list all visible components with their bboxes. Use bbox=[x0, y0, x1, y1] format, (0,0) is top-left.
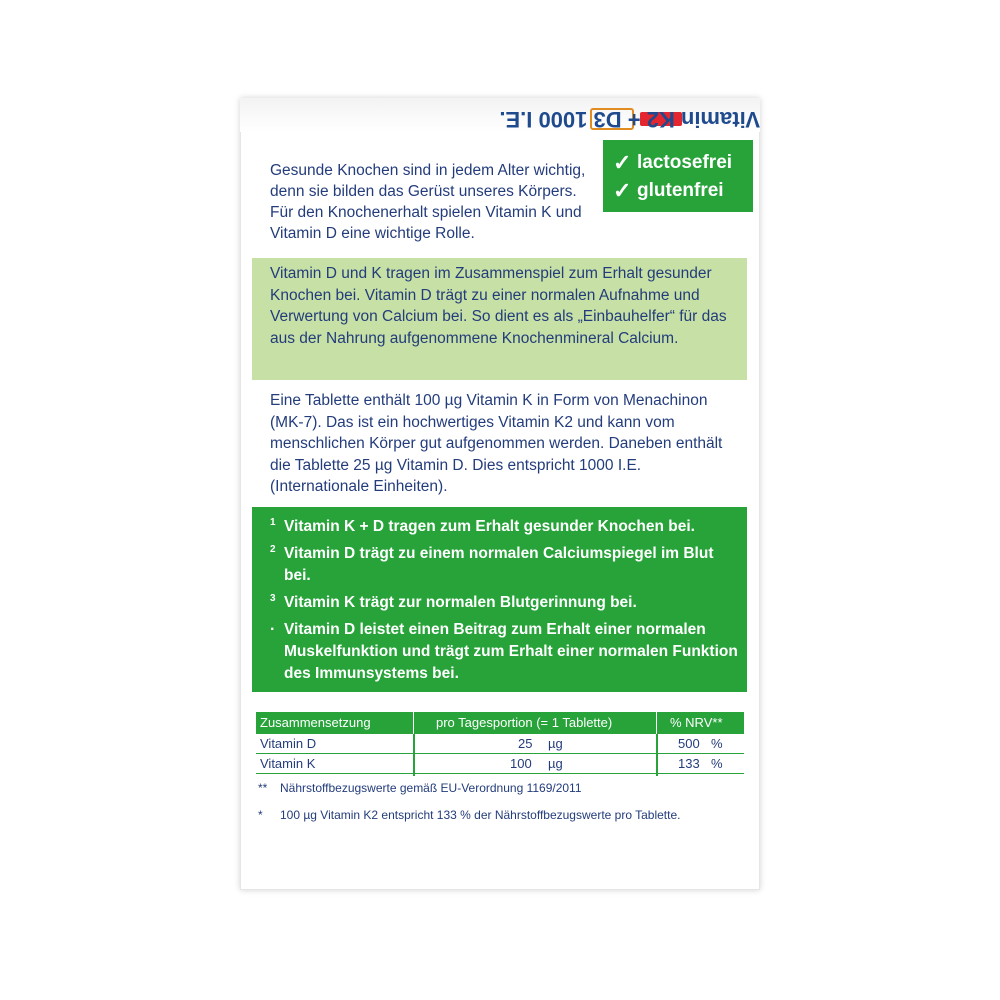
footnote-text: 100 µg Vitamin K2 entspricht 133 % der Nährstoffbezugswerte pro Tablette. bbox=[280, 808, 681, 822]
claim-text: Vitamin D trägt zu einem normalen Calciumspiegel im Blut bei. bbox=[284, 545, 714, 584]
badge-label: glutenfrei bbox=[637, 180, 724, 201]
claim-marker: · bbox=[270, 621, 276, 638]
check-icon: ✓ bbox=[613, 150, 632, 175]
badge-lactosefrei bbox=[613, 150, 732, 176]
row-percent: % bbox=[711, 736, 723, 751]
footnote bbox=[258, 807, 748, 823]
header-nrv: % NRV** bbox=[670, 715, 723, 730]
row-nrv: 500 bbox=[678, 736, 700, 751]
footnote-marker: ** bbox=[258, 781, 268, 795]
header-divider bbox=[656, 712, 657, 734]
claim-item bbox=[270, 619, 740, 685]
intro-text: Gesunde Knochen sind in jedem Alter wichtig, denn sie bilden das Gerüst unseres Körpers. Für den Knochenerhalt spielen Vitamin K und Vitamin D eine wichtige Rolle. bbox=[270, 162, 586, 242]
claim-marker: 1 bbox=[270, 517, 276, 528]
row-unit: µg bbox=[548, 736, 563, 751]
table-row bbox=[256, 754, 744, 774]
claim-text: Vitamin K + D tragen zum Erhalt gesunder Knochen bei. bbox=[284, 518, 695, 535]
footnote-marker: * bbox=[258, 808, 263, 822]
header-divider bbox=[413, 712, 414, 734]
claim-text: Vitamin D leistet einen Beitrag zum Erhalt einer normalen Muskelfunktion und trägt zum Erhalt einer normalen Funktion des Immunsystems bei. bbox=[284, 621, 738, 682]
header-per-portion: pro Tagesportion (= 1 Tablette) bbox=[436, 715, 613, 730]
table-row bbox=[256, 734, 744, 754]
header-composition: Zusammensetzung bbox=[260, 715, 371, 730]
claim-text: Vitamin K trägt zur normalen Blutgerinnung bei. bbox=[284, 594, 637, 611]
row-percent: % bbox=[711, 756, 723, 771]
mirrored-product-title: Vitamin K2 + D3 1000 I.E. bbox=[499, 107, 760, 132]
badge-label: lactosefrei bbox=[637, 152, 733, 173]
composition-table bbox=[256, 712, 744, 774]
row-nrv: 133 bbox=[678, 756, 700, 771]
table-header bbox=[256, 712, 744, 734]
row-unit: µg bbox=[548, 756, 563, 771]
badge-glutenfrei bbox=[613, 178, 724, 204]
claim-item bbox=[270, 516, 740, 538]
row-name: Vitamin D bbox=[260, 736, 317, 751]
row-amount: 100 bbox=[510, 756, 532, 771]
footnote bbox=[258, 780, 748, 796]
claim-item bbox=[270, 543, 740, 587]
claim-marker: 2 bbox=[270, 544, 276, 555]
row-amount: 25 bbox=[518, 736, 533, 751]
claim-marker: 3 bbox=[270, 593, 276, 604]
box-top-flap bbox=[240, 98, 760, 132]
row-name: Vitamin K bbox=[260, 756, 316, 771]
claim-item bbox=[270, 592, 740, 614]
vitamin-info-text: Vitamin D und K tragen im Zusammenspiel zum Erhalt gesunder Knochen bei. Vitamin D trägt zu einer normalen Aufnahme und Verwertung von Calcium bei. So dient es als „Einbauhelfer“ für das aus der Nahrung aufgenommene Knochenmineral Calcium. bbox=[270, 265, 727, 347]
tablet-content-text: Eine Tablette enthält 100 µg Vitamin K in Form von Menachinon (MK-7). Das ist ein hochwertiges Vitamin K2 und kann vom menschlichen Körper gut aufgenommen werden. Daneben enthält die Tablette 25 µg Vitamin D. Dies entspricht 1000 I.E. (Internationale Einheiten). bbox=[270, 392, 723, 495]
footnote-text: Nährstoffbezugswerte gemäß EU-Verordnung 1169/2011 bbox=[280, 781, 582, 795]
footnotes bbox=[258, 780, 748, 834]
health-claims-list bbox=[270, 516, 740, 690]
check-icon: ✓ bbox=[613, 178, 632, 203]
free-from-badges bbox=[603, 140, 753, 212]
